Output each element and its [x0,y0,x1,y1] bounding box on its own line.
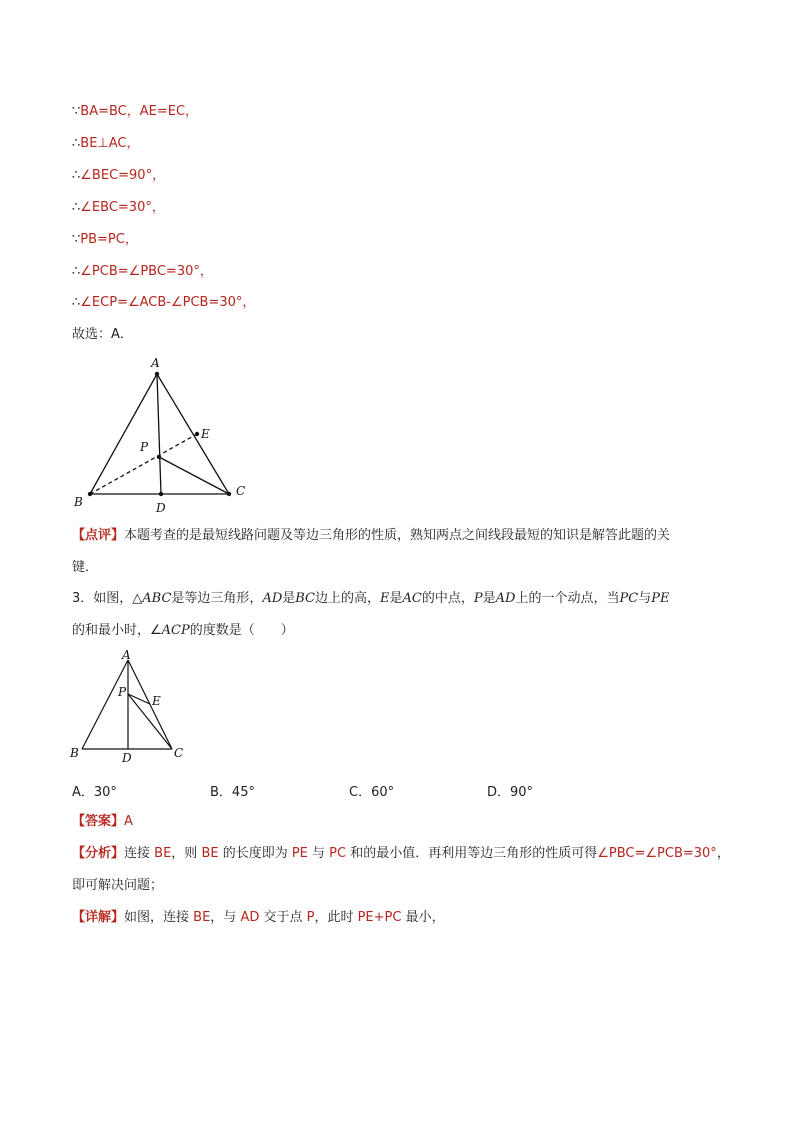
solution-text: ∠EBC=30°， [80,200,165,215]
option-d[interactable]: D．90° [487,785,534,800]
solution-text: ∠PCB=∠PBC=30°， [80,264,213,279]
detail-text: 如图，连接 [124,910,194,925]
detail-math: AD [240,910,260,925]
solution-line-6 [72,263,213,281]
detail-text: 交于点 [259,910,307,925]
solution-line-7 [72,294,255,312]
detail-text: ，此时 [314,910,358,925]
math-abc: ABC [142,591,172,606]
analysis-text: 和的最小值．再利用等边三角形的性质可得 [346,846,598,861]
point-e [195,432,199,436]
choice-text: 故选：A． [72,327,133,342]
point-b [88,492,92,496]
option-b[interactable]: B．45° [210,785,255,800]
analysis-math: PC [329,846,347,861]
side-ab [90,374,157,494]
question-text: 是 [482,591,496,606]
solution-text: ∠ECP=∠ACB-∠PCB=30°， [80,295,256,310]
question-text: 是 [389,591,403,606]
analysis-tag: 【分析】 [72,846,125,861]
label-e: E [152,694,161,708]
label-d: D [122,751,132,765]
altitude-ad [157,374,161,494]
choice-line [72,326,133,344]
label-c: C [236,484,246,498]
math-p: P [473,591,483,606]
math-bc: BC [295,591,316,606]
detail-tag: 【详解】 [72,910,125,925]
point-c [227,492,231,496]
detail-text: 最小， [401,910,445,925]
question-text: 的中点， [421,591,474,606]
option-a[interactable]: A．30° [72,785,117,800]
math-acp: ACP [161,623,190,638]
detail-line-1 [72,909,445,927]
figure-2-triangle [64,646,194,766]
answer-line [72,813,133,831]
analysis-math: PE [291,846,308,861]
figure-1-triangle [66,352,256,520]
question-3-line-1 [72,590,669,608]
solution-text: ∠BEC=90°， [80,168,166,183]
comment-text-continued: 键． [72,560,99,575]
comment-text: 本题考查的是最短线路问题及等边三角形的性质，熟知两点之间线段最短的知识是解答此题的关 [124,528,671,543]
comment-line-1 [72,527,670,545]
label-d: D [156,501,166,515]
label-c: C [174,746,184,760]
question-text: 与 [638,591,652,606]
option-c[interactable]: C．60° [349,785,395,800]
side-ac [128,660,172,749]
therefore-symbol: ∴ [72,264,81,279]
label-a: A [122,648,131,662]
question-text: 是 [282,591,296,606]
point-d [159,492,163,496]
math-pc: PC [619,591,639,606]
analysis-math: BE [154,846,172,861]
question-text: 是等边三角形， [171,591,263,606]
label-b: B [74,495,83,509]
solution-text: BA=BC，AE=EC， [80,104,199,119]
answer-tag: 【答案】 [72,814,125,829]
analysis-text: ， [716,846,730,861]
question-text: 的和最小时，∠ [72,623,162,638]
comment-tag: 【点评】 [72,528,125,543]
math-pe: PE [651,591,670,606]
math-e: E [380,591,390,606]
analysis-line-1 [72,845,730,863]
question-text: 边上的高， [315,591,381,606]
label-p: P [140,440,149,454]
segment-pc [128,694,172,749]
analysis-math: BE [201,846,219,861]
label-p: P [118,685,127,699]
question-number: 3． [72,591,94,606]
math-ad: AD [495,591,516,606]
label-a: A [151,356,160,370]
analysis-line-2 [72,877,163,895]
because-symbol: ∵ [72,104,81,119]
solution-text: BE⊥AC， [80,136,140,151]
solution-line-1 [72,103,198,121]
solution-line-2 [72,135,139,153]
analysis-math: ∠PBC=∠PCB=30° [597,846,717,861]
therefore-symbol: ∴ [72,295,81,310]
analysis-text: 的长度即为 [218,846,292,861]
detail-math: P [306,910,315,925]
answer-value: A [124,814,133,829]
side-ac [157,374,229,494]
question-text: 如图，△ [93,591,143,606]
math-ac: AC [402,591,422,606]
analysis-text: 与 [307,846,330,861]
solution-line-5 [72,231,138,249]
question-3-line-2 [72,622,294,640]
point-a [155,372,159,376]
question-text: 的度数是（ ） [189,623,294,638]
label-e: E [201,427,210,441]
side-ab [82,660,128,749]
math-ad: AD [262,591,283,606]
detail-math: BE [193,910,211,925]
detail-math: PE+PC [357,910,402,925]
comment-line-2 [72,559,98,577]
therefore-symbol: ∴ [72,168,81,183]
because-symbol: ∵ [72,232,81,247]
therefore-symbol: ∴ [72,200,81,215]
solution-line-3 [72,167,165,185]
solution-line-4 [72,199,165,217]
label-b: B [70,746,79,760]
solution-text: PB=PC， [80,232,138,247]
analysis-text-continued: 即可解决问题； [72,878,164,893]
point-p [157,455,161,459]
detail-text: ，与 [210,910,241,925]
therefore-symbol: ∴ [72,136,81,151]
analysis-text: 连接 [124,846,155,861]
question-text: 上的一个动点，当 [515,591,620,606]
analysis-text: ，则 [171,846,202,861]
